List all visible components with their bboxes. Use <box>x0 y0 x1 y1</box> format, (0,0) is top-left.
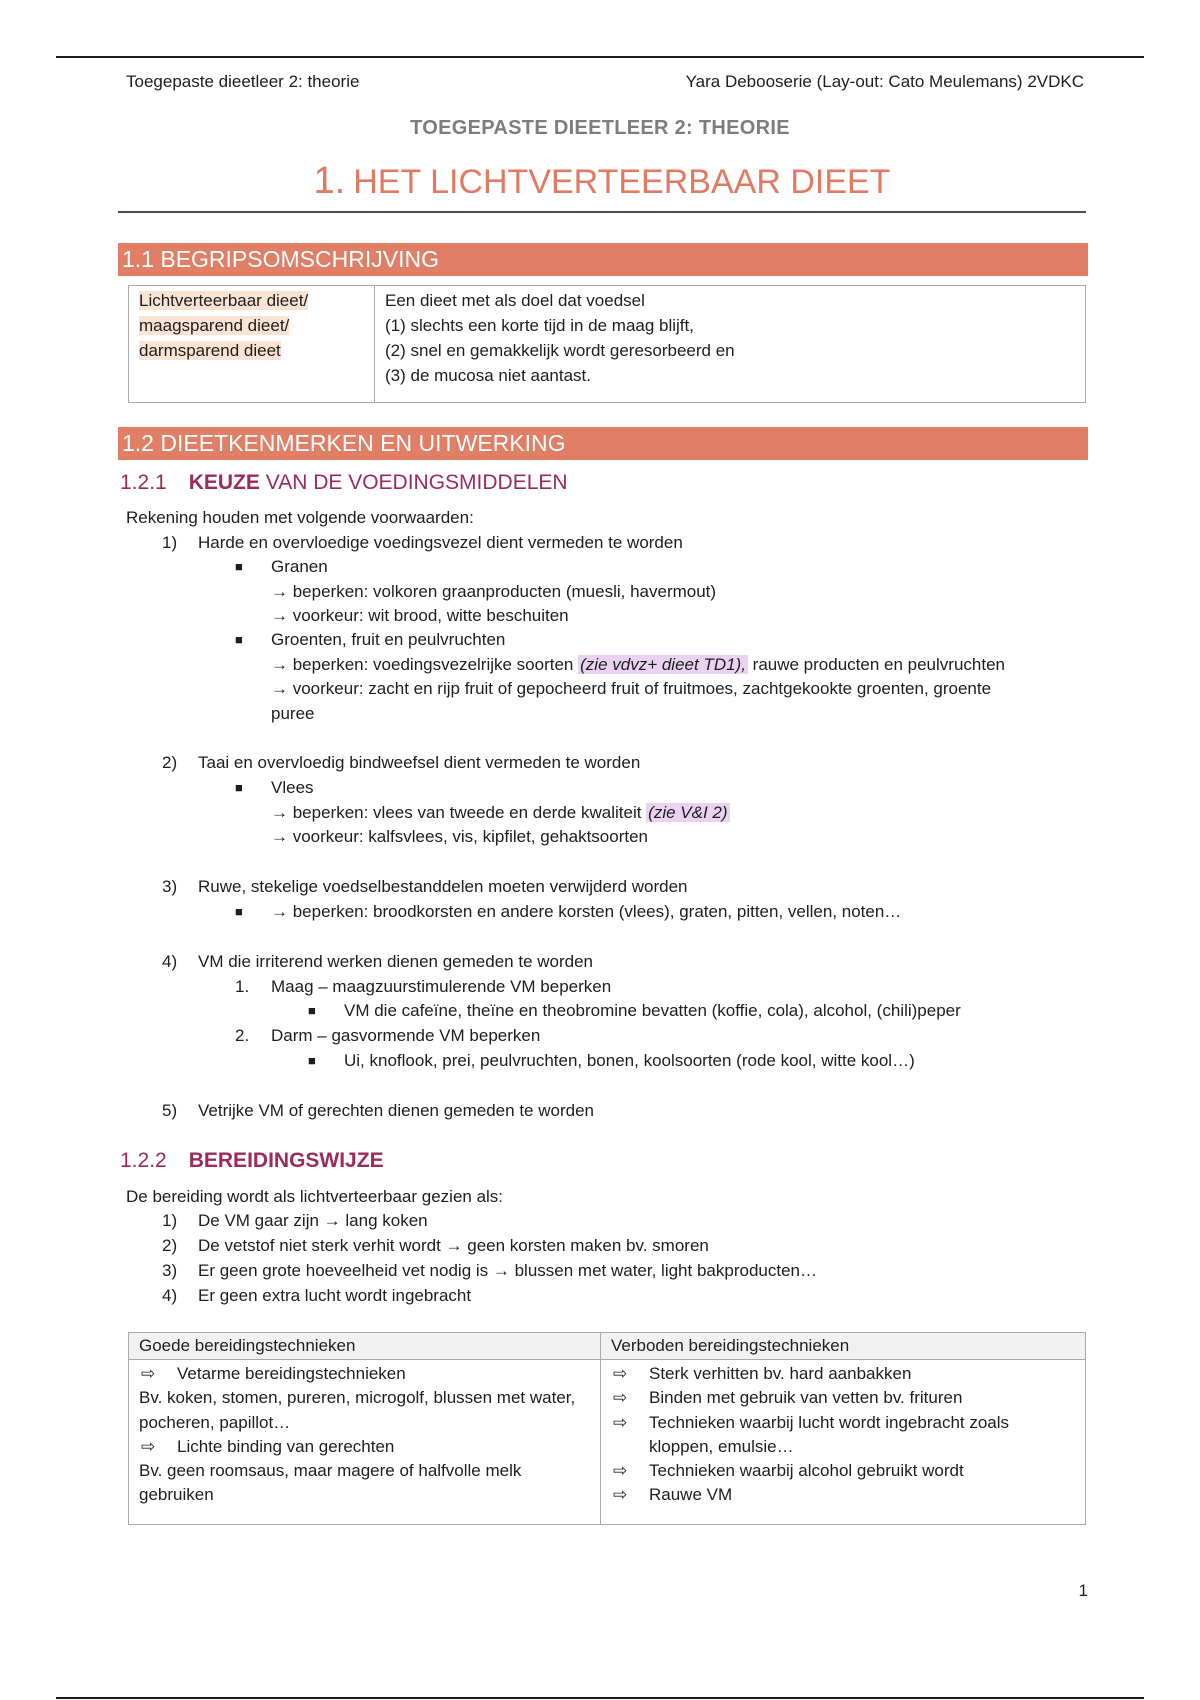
list-item: De VM gaar zijn → lang koken <box>198 1211 428 1230</box>
technique-label: Lichte binding van gerechten <box>177 1436 395 1456</box>
list-subitem: Groenten, fruit en peulvruchten <box>271 630 506 649</box>
technique-label: Binden met gebruik van vetten bv. frituren <box>649 1388 963 1408</box>
list-number: 1) <box>162 1211 178 1230</box>
list-detail: puree <box>271 704 315 723</box>
running-header-right: Yara Debooserie (Lay-out: Cato Meulemans) 2VDKC <box>685 72 1084 91</box>
list-detail: → beperken: volkoren graanproducten (muesli, havermout) <box>271 582 717 601</box>
list-item <box>611 1411 1075 1460</box>
term-line: darmsparend dieet <box>139 341 281 360</box>
section-heading-1-2: 1.2 DIEETKENMERKEN EN UITWERKING <box>118 427 1088 460</box>
list-detail <box>271 801 730 825</box>
document-title: TOEGEPASTE DIEETLEER 2: THEORIE <box>410 117 790 139</box>
list-subitem: Darm – gasvormende VM beperken <box>271 1026 541 1045</box>
term-line: maagsparend dieet/ <box>139 316 290 335</box>
list-number: 3) <box>162 877 178 896</box>
list-item <box>139 1435 590 1459</box>
list-subitem: Granen <box>271 557 328 576</box>
definition-table <box>128 285 1086 403</box>
list-number: 4) <box>162 1286 178 1305</box>
definition-line: (3) de mucosa niet aantast. <box>385 366 592 385</box>
subsection-heading-1-2-1 <box>120 471 568 495</box>
technique-label: Rauwe VM <box>649 1485 733 1505</box>
term-line: Lichtverteerbaar dieet/ <box>139 291 309 310</box>
list-item: VM die irriterend werken dienen gemeden te worden <box>198 952 594 971</box>
list-item <box>611 1459 1075 1483</box>
subsection-number: 1.2.2 <box>120 1149 167 1172</box>
section-heading-1-1: 1.1 BEGRIPSOMSCHRIJVING <box>118 243 1088 276</box>
cross-reference-tag: (zie vdvz+ dieet TD1), <box>580 655 746 674</box>
detail-text: → beperken: voedingsvezelrijke soorten <box>271 655 579 674</box>
column-header-good: Goede bereidingstechnieken <box>129 1333 601 1360</box>
bullet-square-icon: ■ <box>235 559 243 574</box>
arrow-right-icon: ⇨ <box>613 1461 628 1481</box>
subsection-number: 1.2.1 <box>120 471 167 494</box>
preparation-techniques-table <box>128 1332 1086 1525</box>
list-number: 3) <box>162 1261 178 1280</box>
definition-text-cell <box>375 286 1086 403</box>
list-item: Ruwe, stekelige voedselbestanddelen moeten verwijderd worden <box>198 877 688 896</box>
definition-line: (1) slechts een korte tijd in de maag blijft, <box>385 316 694 335</box>
running-header-left: Toegepaste dieetleer 2: theorie <box>126 72 360 91</box>
list-item: Er geen extra lucht wordt ingebracht <box>198 1286 472 1305</box>
column-header-forbidden: Verboden bereidingstechnieken <box>601 1333 1086 1360</box>
technique-label: Vetarme bereidingstechnieken <box>177 1364 406 1383</box>
list-number: 2) <box>162 753 178 772</box>
chapter-number: 1. <box>313 160 346 202</box>
technique-example: Bv. geen roomsaus, maar magere of halfvolle melk gebruiken <box>139 1461 522 1505</box>
technique-label: Technieken waarbij alcohol gebruikt wordt <box>649 1461 964 1481</box>
arrow-right-icon: ⇨ <box>613 1412 628 1432</box>
bullet-square-icon: ■ <box>308 1053 316 1068</box>
list-item <box>611 1483 1075 1507</box>
list-detail: → voorkeur: zacht en rijp fruit of gepocheerd fruit of fruitmoes, zachtgekookte groenten, groente <box>271 679 992 698</box>
list-number: 1) <box>162 533 178 552</box>
arrow-right-icon: ⇨ <box>141 1364 156 1383</box>
page-number: 1 <box>1078 1581 1088 1600</box>
list-item: Taai en overvloedig bindweefsel dient vermeden te worden <box>198 753 641 772</box>
forbidden-techniques-cell <box>601 1360 1086 1525</box>
definition-line: Een dieet met als doel dat voedsel <box>385 291 645 310</box>
list-detail <box>271 653 1005 677</box>
list-number: 2) <box>162 1236 178 1255</box>
arrow-right-icon: ⇨ <box>141 1436 156 1456</box>
bottom-rule <box>56 1697 1144 1699</box>
list-item: Er geen grote hoeveelheid vet nodig is → blussen met water, light bakproducten… <box>198 1261 817 1280</box>
list-item <box>139 1362 590 1386</box>
list-subitem: Maag – maagzuurstimulerende VM beperken <box>271 977 612 996</box>
list-detail: → voorkeur: wit brood, witte beschuiten <box>271 606 569 625</box>
bullet-square-icon: ■ <box>235 632 243 647</box>
subsection-keyword: KEUZE <box>188 471 260 494</box>
subsection-heading-1-2-2 <box>120 1149 384 1173</box>
list-number: 5) <box>162 1101 178 1120</box>
arrow-right-icon: ⇨ <box>613 1485 628 1505</box>
cross-reference-tag: (zie V&I 2) <box>648 803 728 822</box>
list-item: Vetrijke VM of gerechten dienen gemeden te worden <box>198 1101 594 1120</box>
list-item: De vetstof niet sterk verhit wordt → geen korsten maken bv. smoren <box>198 1236 709 1255</box>
good-techniques-cell <box>129 1360 601 1525</box>
bullet-square-icon: ■ <box>235 780 243 795</box>
list-number: 1. <box>235 977 250 996</box>
list-item <box>611 1386 1075 1410</box>
definition-term-cell <box>129 286 375 403</box>
list-detail: → beperken: broodkorsten en andere korsten (vlees), graten, pitten, vellen, noten… <box>271 902 902 921</box>
list-detail: → voorkeur: kalfsvlees, vis, kipfilet, gehaktsoorten <box>271 827 648 846</box>
detail-text: rauwe producten en peulvruchten <box>747 655 1005 674</box>
list-number: 4) <box>162 952 178 971</box>
top-rule <box>56 56 1144 58</box>
technique-label: Sterk verhitten bv. hard aanbakken <box>649 1364 912 1383</box>
technique-label: Technieken waarbij lucht wordt ingebracht zoals kloppen, emulsie… <box>649 1412 1010 1456</box>
subsection-title-rest: VAN DE VOEDINGSMIDDELEN <box>259 471 568 494</box>
arrow-right-icon: ⇨ <box>613 1388 628 1408</box>
list-item <box>611 1362 1075 1386</box>
bullet-square-icon: ■ <box>308 1003 316 1018</box>
chapter-title: HET LICHTVERTEERBAAR DIEET <box>353 163 891 201</box>
list-item: Harde en overvloedige voedingsvezel dient vermeden te worden <box>198 533 683 552</box>
preparation-intro: De bereiding wordt als lichtverteerbaar gezien als: <box>126 1187 504 1206</box>
chapter-heading <box>118 160 1086 213</box>
list-number: 2. <box>235 1026 250 1045</box>
list-subitem: Vlees <box>271 778 314 797</box>
arrow-right-icon: ⇨ <box>613 1364 628 1383</box>
definition-line: (2) snel en gemakkelijk wordt geresorbeerd en <box>385 341 735 360</box>
list-detail: Ui, knoflook, prei, peulvruchten, bonen, koolsoorten (rode kool, witte kool…) <box>344 1051 915 1070</box>
subsection-title: BEREIDINGSWIJZE <box>188 1149 384 1172</box>
technique-example: Bv. koken, stomen, pureren, microgolf, blussen met water, pocheren, papillot… <box>139 1388 576 1432</box>
list-detail: VM die cafeïne, theïne en theobromine bevatten (koffie, cola), alcohol, (chili)peper <box>344 1001 961 1020</box>
bullet-square-icon: ■ <box>235 904 243 919</box>
detail-text: → beperken: vlees van tweede en derde kwaliteit <box>271 803 647 822</box>
conditions-intro: Rekening houden met volgende voorwaarden: <box>126 508 474 527</box>
